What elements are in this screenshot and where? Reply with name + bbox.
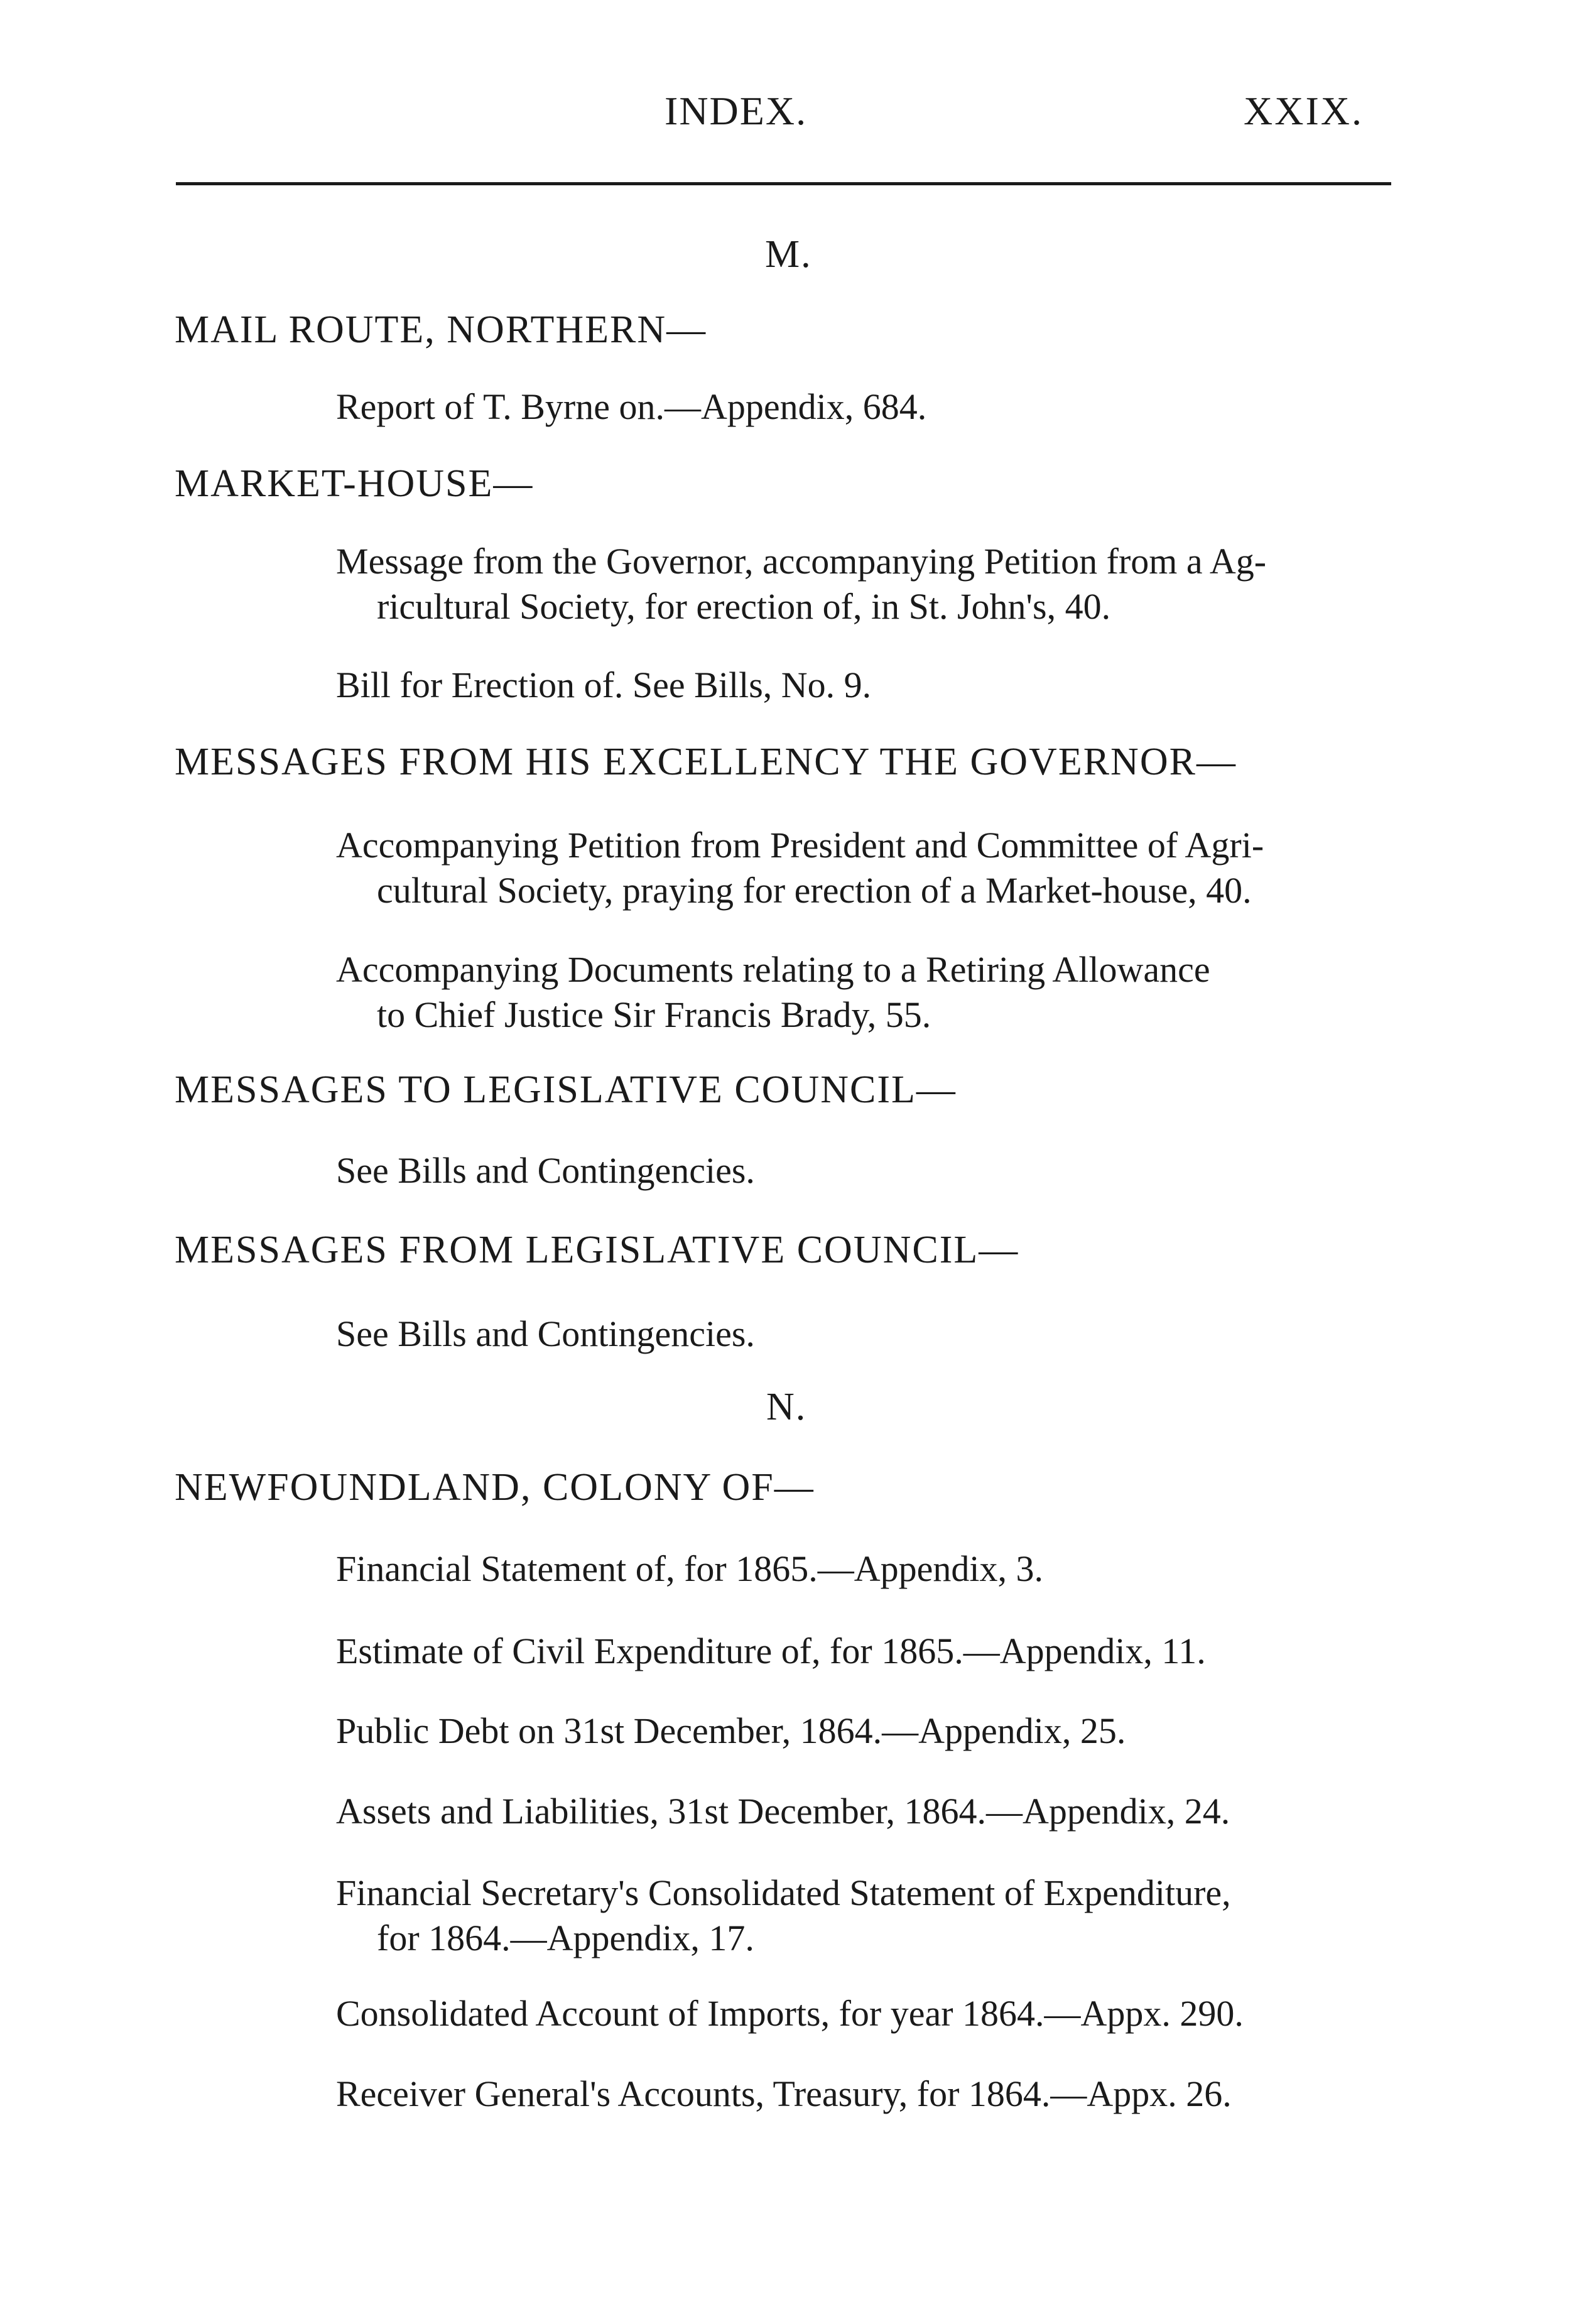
index-entry [336, 1629, 1404, 1674]
entry-line: Message from the Governor, accompanying Petition from a Ag- [336, 541, 1267, 582]
entry-continuation: to Chief Justice Sir Francis Brady, 55. [377, 994, 931, 1035]
entry-continuation: cultural Society, praying for erection of a Market-house, 40. [377, 870, 1252, 911]
index-heading: NEWFOUNDLAND, COLONY OF— [175, 1466, 815, 1509]
entry-line: Accompanying Petition from President and Committee of Agri- [336, 825, 1264, 866]
entry-line: Bill for Erection of. See Bills, No. 9. [336, 665, 872, 705]
index-entry [336, 1546, 1404, 1592]
entry-line: See Bills and Contingencies. [336, 1313, 755, 1354]
entry-line: Estimate of Civil Expenditure of, for 1865.—Appendix, 11. [336, 1631, 1206, 1671]
index-entry [336, 947, 1404, 1038]
entry-line: Receiver General's Accounts, Treasury, for 1864.—Appx. 26. [336, 2073, 1232, 2114]
index-entry [336, 384, 1404, 430]
index-heading: MARKET-HOUSE— [175, 462, 534, 505]
index-entry [336, 1148, 1404, 1193]
entry-line: Consolidated Account of Imports, for year 1864.—Appx. 290. [336, 1993, 1244, 2034]
index-entry [336, 2072, 1404, 2117]
entry-line: Assets and Liabilities, 31st December, 1864.—Appendix, 24. [336, 1791, 1230, 1832]
entry-line: Public Debt on 31st December, 1864.—Appendix, 25. [336, 1710, 1126, 1751]
header-rule [176, 182, 1391, 185]
entry-continuation: ricultural Society, for erection of, in St. John's, 40. [377, 586, 1111, 627]
index-entry [336, 1991, 1404, 2036]
section-letter-m: M. [765, 233, 812, 276]
index-entry [336, 663, 1404, 708]
entry-line: Financial Statement of, for 1865.—Appendix, 3. [336, 1548, 1043, 1589]
entry-line: Report of T. Byrne on.—Appendix, 684. [336, 386, 927, 427]
running-head [0, 88, 1579, 138]
entry-continuation: for 1864.—Appendix, 17. [377, 1918, 754, 1958]
page-number: XXIX. [1244, 89, 1364, 133]
index-entry [336, 1311, 1404, 1357]
index-heading: MESSAGES FROM LEGISLATIVE COUNCIL— [175, 1229, 1019, 1271]
index-entry [336, 823, 1404, 913]
running-title: INDEX. [665, 89, 808, 133]
section-letter-n: N. [766, 1386, 807, 1428]
index-heading: MAIL ROUTE, NORTHERN— [175, 308, 707, 351]
entry-line: See Bills and Contingencies. [336, 1150, 755, 1191]
entry-line: Financial Secretary's Consolidated Statement of Expenditure, [336, 1872, 1231, 1913]
index-entry [336, 1789, 1404, 1834]
index-entry [336, 1708, 1404, 1754]
index-entry [336, 1871, 1404, 1961]
index-entry [336, 539, 1404, 629]
entry-line: Accompanying Documents relating to a Retiring Allowance [336, 949, 1210, 990]
index-heading: MESSAGES FROM HIS EXCELLENCY THE GOVERNOR— [175, 741, 1237, 783]
index-heading: MESSAGES TO LEGISLATIVE COUNCIL— [175, 1068, 957, 1111]
